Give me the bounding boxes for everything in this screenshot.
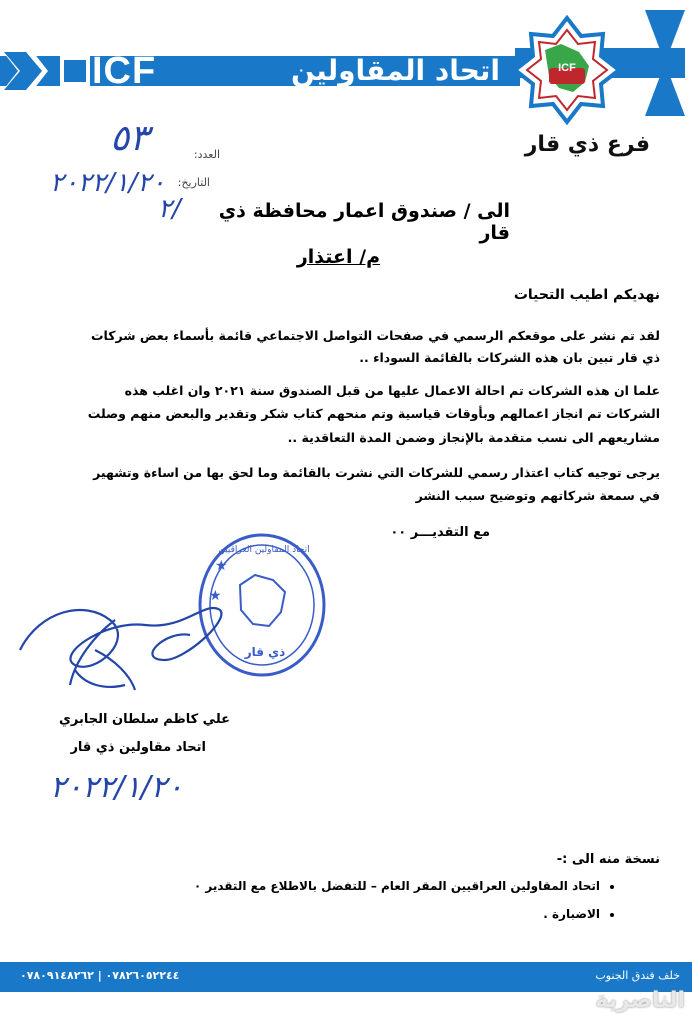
watermark-logo: الناصرية bbox=[595, 988, 685, 1013]
closing: مع التقديـــر ٠٠ bbox=[390, 525, 490, 540]
recipient-line: الى / صندوق اعمار محافظة ذي قار bbox=[218, 200, 510, 244]
paragraph-3-line-2: في سمعة شركاتهم وتوضيح سبب النشر bbox=[415, 488, 660, 503]
signatory-name: علي كاظم سلطان الجابري bbox=[59, 712, 230, 727]
emblem-logo bbox=[515, 10, 685, 150]
paragraph-2-line-3: مشاريعهم الى نسب متقدمة بالإنجاز وضمن المدة التعاقدية .. bbox=[287, 430, 660, 445]
paragraph-1-line-2: ذي قار تبين بان هذه الشركات بالقائمة السوداء .. bbox=[359, 350, 660, 365]
recipient-handwritten: ٢/ bbox=[158, 194, 181, 224]
subject-line: م/ اعتذار bbox=[296, 246, 380, 268]
emblem-text: ICF bbox=[558, 62, 576, 74]
paragraph-2-line-1: علما ان هذه الشركات تم احالة الاعمال عليها من قبل الصندوق سنة ٢٠٢١ وان اغلب هذه bbox=[124, 383, 660, 398]
paragraph-3-line-1: يرجى توجيه كتاب اعتذار رسمي للشركات التي نشرت بالقائمة وما لحق بها من اساءة وتشهير bbox=[93, 465, 660, 480]
stamp-text: اتحاد المقاولين العراقيين bbox=[218, 545, 310, 555]
number-handwritten: ٥٣ bbox=[110, 118, 149, 159]
signature-date-handwritten: ٢٠٢٢/١/٢٠ bbox=[50, 770, 184, 805]
handwritten-signature bbox=[15, 590, 230, 710]
footer-phones: ٠٧٨٢٦٠٥٢٢٤٤ | ٠٧٨٠٩١٤٨٢٦٢ bbox=[20, 969, 180, 982]
org-name: اتحاد المقاولين العراقيين bbox=[290, 54, 500, 120]
number-label: العدد: bbox=[193, 148, 220, 161]
svg-text:★: ★ bbox=[215, 558, 228, 574]
signatory-title: اتحاد مقاولين ذي قار bbox=[70, 740, 206, 755]
svg-text:★: ★ bbox=[209, 588, 222, 604]
paragraph-1-line-1: لقد تم نشر على موقعكم الرسمي في صفحات التواصل الاجتماعي قائمة بأسماء بعض شركات bbox=[90, 328, 660, 343]
date-handwritten: ٢٠٢٢/١/٢٠ bbox=[50, 168, 166, 198]
date-label: التاريخ: bbox=[177, 176, 210, 189]
copies-item: • الاضبارة . bbox=[170, 900, 600, 928]
copies-list bbox=[170, 872, 618, 928]
copies-heading: نسخة منه الى :- bbox=[556, 852, 660, 867]
paragraph-2-line-2: الشركات تم انجاز اعمالهم وبأوقات قياسية وتم منحهم كتاب شكر وتقدير والبعض منهم وصلت bbox=[87, 406, 660, 421]
copies-item: • اتحاد المقاولين العراقيين المقر العام – للتفضل بالاطلاع مع التقدير ٠ bbox=[170, 872, 600, 900]
logo-text: ICF bbox=[92, 50, 157, 92]
branch-name: فرع ذي قار bbox=[524, 132, 650, 157]
footer-address: خلف فندق الجنوب bbox=[595, 969, 680, 982]
greeting: نهديكم اطيب التحيات bbox=[513, 287, 660, 303]
stamp-branch: ذي قار bbox=[244, 645, 286, 659]
